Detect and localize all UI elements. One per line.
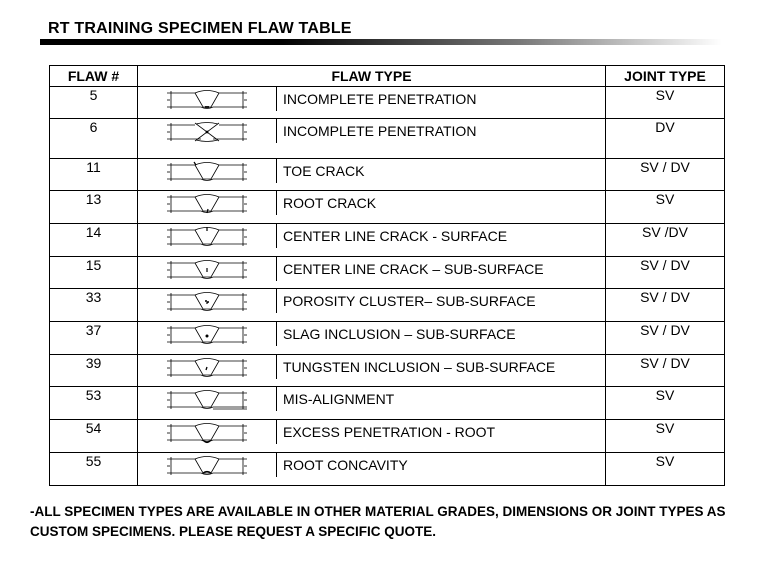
flaw-number: 13 <box>50 191 138 224</box>
flaw-type-cell <box>138 322 606 355</box>
flaw-number: 55 <box>50 453 138 486</box>
flaw-type-cell <box>138 224 606 257</box>
page-title: RT TRAINING SPECIMEN FLAW TABLE <box>48 20 352 37</box>
table-row <box>50 289 725 322</box>
toe-crack-icon <box>138 159 277 183</box>
joint-type: DV <box>606 119 725 159</box>
footnote: -ALL SPECIMEN TYPES ARE AVAILABLE IN OTHER MATERIAL GRADES, DIMENSIONS OR JOINT TYPES AS CUSTOM SPECIMENS. PLEASE REQUEST A SPECIFIC QUOTE. <box>30 504 726 539</box>
flaw-number: 53 <box>50 387 138 420</box>
centerline-surface-icon <box>138 224 277 248</box>
flaw-type-label: POROSITY CLUSTER– SUB-SURFACE <box>283 293 536 309</box>
centerline-subsurface-icon <box>138 257 277 281</box>
flaw-type-label: ROOT CONCAVITY <box>283 457 408 473</box>
header-flaw-number: FLAW # <box>50 66 138 87</box>
flaw-number: 54 <box>50 420 138 453</box>
porosity-icon <box>138 289 277 313</box>
joint-type: SV / DV <box>606 257 725 289</box>
header-joint-type: JOINT TYPE <box>606 66 725 87</box>
flaw-type-cell <box>138 355 606 387</box>
flaw-type-cell <box>138 387 606 420</box>
table-row <box>50 119 725 159</box>
flaw-number: 11 <box>50 159 138 191</box>
joint-type: SV / DV <box>606 159 725 191</box>
flaw-number: 5 <box>50 87 138 119</box>
table-row <box>50 420 725 453</box>
flaw-type-cell <box>138 191 606 224</box>
joint-type: SV <box>606 191 725 224</box>
flaw-type-label: TOE CRACK <box>283 163 365 179</box>
flaw-type-label: EXCESS PENETRATION - ROOT <box>283 424 496 440</box>
flaw-type-label: TUNGSTEN INCLUSION – SUB-SURFACE <box>283 359 556 375</box>
table-row <box>50 257 725 289</box>
table-row <box>50 159 725 191</box>
flaw-number: 39 <box>50 355 138 387</box>
flaw-type-label: MIS-ALIGNMENT <box>283 391 395 407</box>
header-flaw-type: FLAW TYPE <box>138 66 606 87</box>
slag-icon <box>138 322 277 346</box>
joint-type: SV <box>606 387 725 420</box>
lack-penetration-v-icon <box>138 87 277 111</box>
flaw-type-label: INCOMPLETE PENETRATION <box>283 123 477 139</box>
flaw-number: 6 <box>50 119 138 159</box>
joint-type: SV /DV <box>606 224 725 257</box>
root-crack-icon <box>138 191 277 215</box>
flaw-type-label: INCOMPLETE PENETRATION <box>283 91 477 107</box>
flaw-type-label: SLAG INCLUSION – SUB-SURFACE <box>283 326 516 342</box>
excess-penetration-icon <box>138 420 277 444</box>
joint-type: SV / DV <box>606 289 725 322</box>
table-row <box>50 87 725 119</box>
table-row <box>50 224 725 257</box>
table-row <box>50 453 725 486</box>
flaw-type-cell <box>138 420 606 453</box>
misalignment-icon <box>138 387 277 411</box>
table-header-row <box>50 66 725 87</box>
flaw-type-label: CENTER LINE CRACK – SUB-SURFACE <box>283 261 544 277</box>
tungsten-icon <box>138 355 277 379</box>
flaw-type-cell <box>138 159 606 191</box>
flaw-type-cell <box>138 289 606 322</box>
flaw-table <box>49 65 725 486</box>
flaw-number: 15 <box>50 257 138 289</box>
joint-type: SV / DV <box>606 322 725 355</box>
flaw-type-cell <box>138 87 606 119</box>
title-underline <box>40 39 722 45</box>
joint-type: SV / DV <box>606 355 725 387</box>
double-v-icon <box>138 119 277 143</box>
flaw-number: 33 <box>50 289 138 322</box>
table-row <box>50 191 725 224</box>
flaw-type-label: CENTER LINE CRACK - SURFACE <box>283 228 508 244</box>
flaw-type-cell <box>138 119 606 159</box>
flaw-type-cell <box>138 257 606 289</box>
joint-type: SV <box>606 87 725 119</box>
flaw-number: 37 <box>50 322 138 355</box>
joint-type: SV <box>606 453 725 486</box>
table-row <box>50 355 725 387</box>
table-row <box>50 322 725 355</box>
flaw-type-label: ROOT CRACK <box>283 195 377 211</box>
flaw-number: 14 <box>50 224 138 257</box>
flaw-type-cell <box>138 453 606 486</box>
joint-type: SV <box>606 420 725 453</box>
table-row <box>50 387 725 420</box>
root-concavity-icon <box>138 453 277 477</box>
